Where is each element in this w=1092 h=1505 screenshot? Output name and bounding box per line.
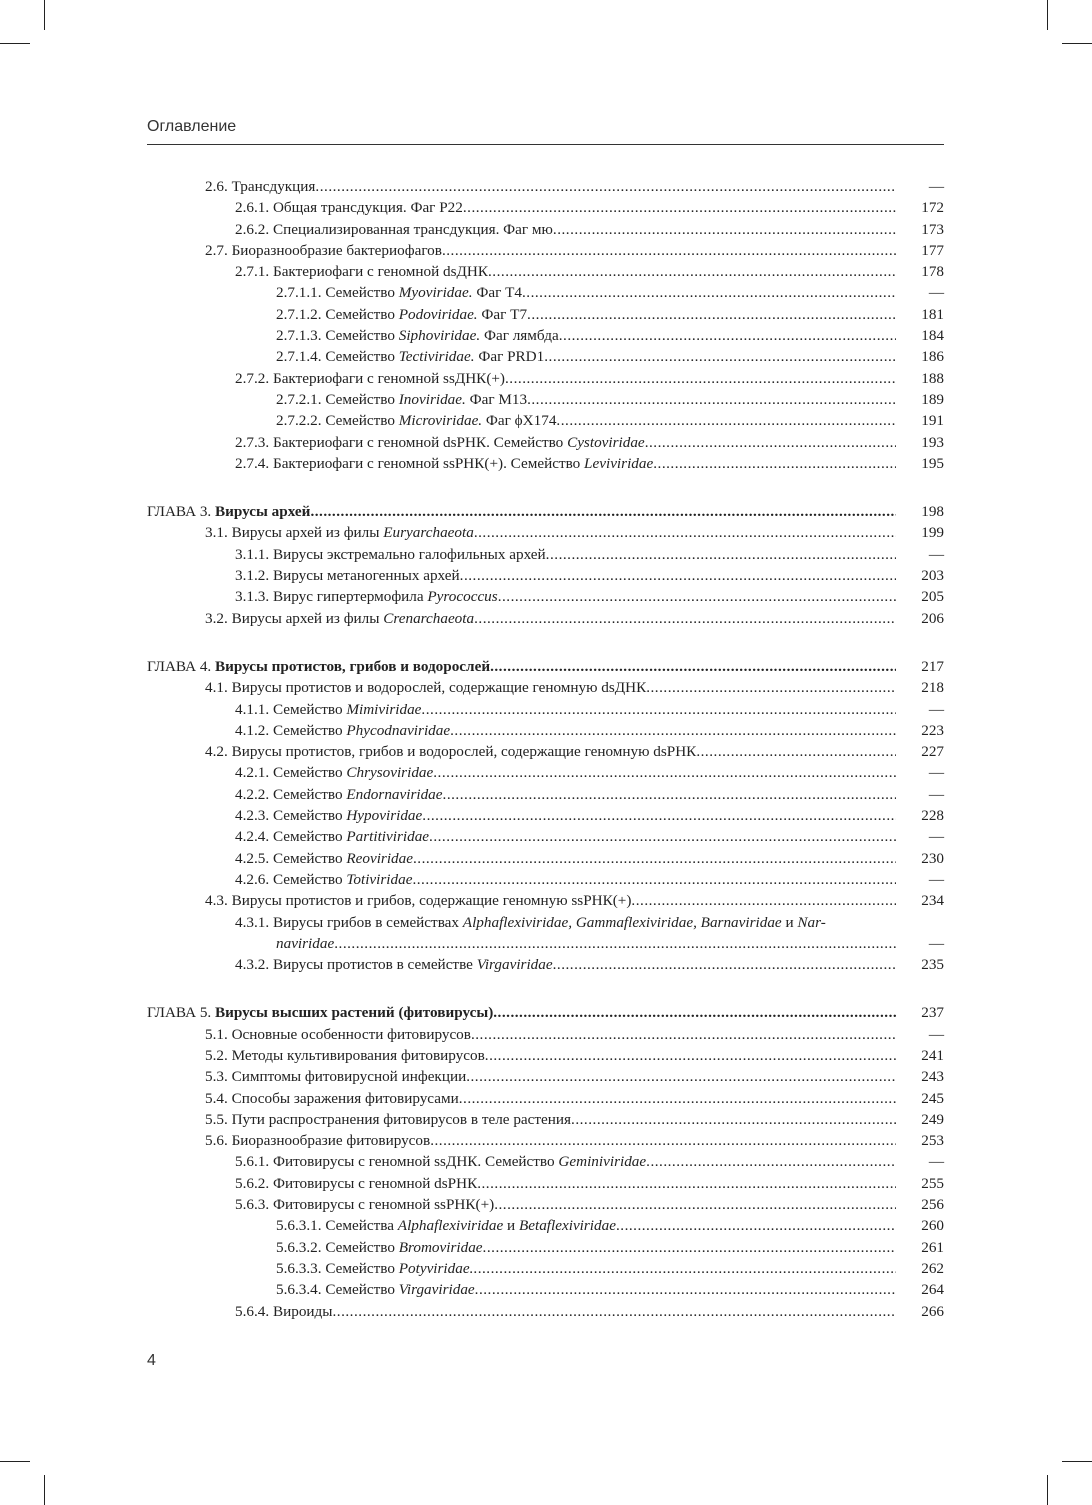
toc-entry-text: 2.7. Биоразнообразие бактериофагов	[205, 241, 442, 259]
toc-entry-text: 2.6.2. Специализированная трансдукция. Фаг мю	[235, 220, 553, 238]
toc-dot-leader	[546, 544, 896, 565]
toc-entry	[147, 869, 944, 890]
toc-dot-leader	[559, 325, 896, 346]
toc-entry-text: 5.6.1. Фитовирусы с геномной ssДНК. Семейство	[235, 1153, 559, 1171]
toc-dot-leader	[474, 608, 896, 629]
toc-page-number: 262	[921, 1259, 944, 1277]
toc-entry	[147, 432, 944, 453]
toc-entry	[147, 1151, 944, 1172]
toc-entry	[147, 522, 944, 543]
toc-entry	[147, 1109, 944, 1130]
toc-entry-text: 4.3. Вирусы протистов и грибов, содержащие геномную ssРНК(+)	[205, 892, 632, 910]
toc-entry-italic-text: Geminiviridae	[558, 1153, 647, 1171]
toc-entry-text: 4.2.4. Семейство	[235, 828, 347, 846]
toc-page-number: —	[928, 545, 944, 563]
toc-entry	[147, 762, 944, 783]
toc-entry-text: 3.1.2. Вирусы метаногенных архей	[235, 567, 460, 585]
crop-mark	[1047, 1475, 1048, 1505]
toc-entry-text: 2.7.1.3. Семейство	[276, 327, 399, 345]
toc-entry-italic-text: Bromoviridae	[398, 1238, 483, 1256]
toc-entry-title	[276, 389, 896, 410]
toc-entry-italic-text: Partitiviridae	[346, 828, 430, 846]
toc-entry-text: 4.2.5. Семейство	[235, 849, 347, 867]
toc-entry-text: 5.6.3.2. Семейство	[276, 1238, 399, 1256]
toc-entry-italic-text: Virgaviridae	[398, 1281, 475, 1299]
toc-entry-italic-text: Endornaviridae	[346, 785, 443, 803]
toc-entry	[147, 1237, 944, 1258]
toc-dot-leader	[553, 954, 896, 975]
toc-dot-leader	[646, 1151, 896, 1172]
toc-entry	[147, 304, 944, 325]
toc-entry-text: 5.5. Пути распространения фитовирусов в теле растения	[205, 1110, 572, 1128]
toc-page-number: 188	[921, 369, 944, 387]
toc-entry-italic-text: Phycodnaviridae	[346, 721, 451, 739]
toc-dot-leader	[450, 720, 896, 741]
page-header: Оглавление	[147, 118, 237, 135]
toc-entry-text: 2.6.1. Общая трансдукция. Фаг P22	[235, 199, 463, 217]
toc-entry-title	[205, 1088, 896, 1109]
toc-entry	[147, 368, 944, 389]
toc-entry-title	[235, 1151, 896, 1172]
toc-entry-title	[276, 410, 896, 431]
toc-page-number: 195	[921, 454, 944, 472]
toc-entry-title	[235, 544, 896, 565]
toc-page-number: 245	[921, 1089, 944, 1107]
toc-entry-italic-text: Reoviridae	[346, 849, 413, 867]
toc-entry-title	[235, 720, 896, 741]
toc-dot-leader	[498, 586, 896, 607]
toc-entry-text: 4.1.1. Семейство	[235, 700, 347, 718]
toc-dot-leader	[460, 565, 896, 586]
toc-dot-leader	[646, 677, 896, 698]
toc-entry	[147, 197, 944, 218]
toc-page-number: 189	[921, 390, 944, 408]
toc-entry-text: 5.1. Основные особенности фитовирусов	[205, 1025, 471, 1043]
toc-entry-title	[276, 346, 896, 367]
toc-dot-leader	[493, 1002, 896, 1023]
toc-entry-text: 3.1.3. Вирус гипертермофила	[235, 588, 428, 606]
toc-entry	[147, 720, 944, 741]
toc-entry-title	[147, 656, 896, 677]
toc-page-number: 234	[921, 892, 944, 910]
toc-entry	[147, 219, 944, 240]
toc-page-number: 266	[921, 1302, 944, 1320]
toc-chapter-entry	[147, 501, 944, 522]
toc-entry-text: 4.2. Вирусы протистов, грибов и водорослей, содержащие геномную dsРНК	[205, 743, 697, 761]
toc-dot-leader	[488, 261, 896, 282]
toc-entry-text: Фаг T4	[472, 284, 522, 302]
toc-entry-title	[276, 1237, 896, 1258]
toc-entry-bold-text: Вирусы архей	[215, 503, 311, 521]
toc-entry-title	[205, 741, 896, 762]
toc-page-number: 193	[921, 433, 944, 451]
toc-entry-text: ГЛАВА 4.	[147, 657, 216, 675]
toc-entry-title	[235, 1301, 896, 1322]
toc-dot-leader	[544, 346, 896, 367]
toc-entry-text: 5.6.3. Фитовирусы с геномной ssРНК(+)	[235, 1196, 495, 1214]
toc-entry	[147, 933, 944, 954]
toc-entry	[147, 912, 944, 933]
toc-entry-title	[205, 1109, 896, 1130]
toc-entry-italic-text: Tectiviridae.	[398, 348, 475, 366]
toc-entry-italic-text: Myoviridae.	[398, 284, 473, 302]
toc-entry	[147, 1045, 944, 1066]
toc-entry-text: 3.1. Вирусы архей из филы	[205, 524, 384, 542]
toc-entry-text: 2.7.2. Бактериофаги с геномной ssДНК(+)	[235, 369, 505, 387]
toc-entry-text: 2.7.1. Бактериофаги с геномной dsДНК	[235, 263, 488, 281]
toc-page-number: 243	[921, 1068, 944, 1086]
toc-dot-leader	[474, 522, 896, 543]
toc-entry-text: 2.7.1.2. Семейство	[276, 305, 399, 323]
toc-entry-title	[205, 890, 896, 911]
toc-entry	[147, 325, 944, 346]
toc-entry	[147, 1258, 944, 1279]
toc-entry-title	[235, 954, 896, 975]
toc-page-number: —	[928, 178, 944, 195]
toc-entry-text: 4.1.2. Семейство	[235, 721, 347, 739]
toc-entry	[147, 826, 944, 847]
toc-entry	[147, 890, 944, 911]
toc-entry-bold-text: Вирусы протистов, грибов и водорослей	[215, 657, 491, 675]
header-rule	[147, 144, 944, 145]
toc-chapter-entry	[147, 1002, 944, 1023]
toc-entry-title	[235, 432, 896, 453]
toc-entry	[147, 176, 944, 197]
toc-entry-title	[205, 1130, 896, 1151]
toc-entry-text: 5.4. Способы заражения фитовирусами	[205, 1089, 459, 1107]
toc-entry	[147, 954, 944, 975]
toc-page-number: 206	[921, 609, 944, 627]
crop-mark	[0, 1461, 30, 1462]
toc-entry-title	[235, 784, 896, 805]
toc-entry-italic-text: Crenarchaeota	[383, 609, 475, 627]
toc-page-number: 249	[921, 1110, 944, 1128]
toc-page-number: 177	[921, 241, 944, 259]
toc-dot-leader	[310, 501, 896, 522]
toc-dot-leader	[522, 282, 896, 303]
toc-entry-text: 2.7.2.2. Семейство	[276, 412, 399, 430]
toc-entry	[147, 565, 944, 586]
toc-dot-leader	[477, 1173, 896, 1194]
crop-mark	[0, 43, 30, 44]
toc-entry-title	[205, 1024, 896, 1045]
toc-dot-leader	[616, 1215, 896, 1236]
crop-mark	[1062, 43, 1092, 44]
toc-dot-leader	[490, 656, 896, 677]
toc-page-number: —	[928, 284, 944, 302]
toc-entry	[147, 1215, 944, 1236]
toc-page-number: —	[928, 828, 944, 846]
toc-entry	[147, 1088, 944, 1109]
toc-entry-title	[235, 453, 896, 474]
toc-entry-italic-text: Alphaflexiviridae	[397, 1217, 504, 1235]
toc-page-number: 205	[921, 588, 944, 606]
table-of-contents	[147, 176, 944, 1322]
toc-dot-leader	[483, 1237, 896, 1258]
toc-entry-text: ГЛАВА 5.	[147, 1004, 216, 1022]
toc-entry	[147, 261, 944, 282]
toc-entry-title	[235, 197, 896, 218]
crop-mark	[44, 0, 45, 30]
toc-entry-title	[235, 912, 904, 933]
crop-mark	[1062, 1461, 1092, 1462]
crop-mark	[1047, 0, 1048, 30]
toc-dot-leader	[553, 219, 896, 240]
toc-entry	[147, 410, 944, 431]
toc-page-number: 223	[921, 721, 944, 739]
toc-entry-title	[147, 1002, 896, 1023]
toc-entry-text: Фаг ϕX174	[482, 412, 557, 430]
toc-entry	[147, 784, 944, 805]
toc-entry	[147, 1279, 944, 1300]
toc-dot-leader	[433, 762, 896, 783]
toc-entry-italic-text: Virgaviridae	[476, 956, 553, 974]
toc-entry-title	[205, 1045, 896, 1066]
toc-dot-leader	[429, 826, 896, 847]
toc-dot-leader	[332, 1301, 896, 1322]
toc-dot-leader	[527, 389, 896, 410]
toc-entry	[147, 848, 944, 869]
toc-dot-leader	[334, 933, 896, 954]
toc-entry-title	[235, 848, 896, 869]
toc-entry-text: 4.2.6. Семейство	[235, 870, 347, 888]
toc-entry-text: 2.7.3. Бактериофаги с геномной dsРНК. Семейство	[235, 433, 568, 451]
toc-entry	[147, 389, 944, 410]
toc-entry-text: 4.1. Вирусы протистов и водорослей, содержащие геномную dsДНК	[205, 679, 647, 697]
toc-page-number: 255	[921, 1174, 944, 1192]
toc-entry-title	[235, 762, 896, 783]
toc-page-number: —	[928, 700, 944, 718]
toc-entry-italic-text: Euryarchaeota	[383, 524, 474, 542]
toc-entry-title	[205, 240, 896, 261]
toc-entry-text: 5.6.2. Фитовирусы с геномной dsРНК	[235, 1174, 478, 1192]
toc-entry	[147, 282, 944, 303]
toc-page-number: 199	[921, 524, 944, 542]
toc-entry-text: 2.6. Трансдукция	[205, 178, 316, 195]
toc-entry-title	[235, 261, 896, 282]
toc-page-number: —	[928, 764, 944, 782]
toc-dot-leader	[696, 741, 896, 762]
toc-entry	[147, 240, 944, 261]
toc-entry	[147, 1066, 944, 1087]
toc-page-number: —	[928, 1153, 944, 1171]
toc-page-number: 227	[921, 743, 944, 761]
toc-entry-text: 2.7.1.1. Семейство	[276, 284, 399, 302]
toc-entry	[147, 677, 944, 698]
toc-entry-text: 5.6.3.4. Семейство	[276, 1281, 399, 1299]
toc-entry	[147, 544, 944, 565]
toc-page-number: 203	[921, 567, 944, 585]
toc-entry-text: 5.6. Биоразнообразие фитовирусов	[205, 1132, 431, 1150]
toc-entry	[147, 1194, 944, 1215]
toc-entry-title	[235, 699, 896, 720]
toc-entry-title	[276, 304, 896, 325]
toc-entry-italic-text: Alphaflexiviridae, Gammaflexiviridae, Barnaviridae	[462, 913, 782, 931]
toc-dot-leader	[653, 453, 896, 474]
toc-entry-text: 5.6.4. Вироиды	[235, 1302, 333, 1320]
toc-page-number: 264	[921, 1281, 944, 1299]
toc-entry-italic-text: Chrysoviridae	[346, 764, 434, 782]
toc-entry-title	[235, 805, 896, 826]
toc-entry-text: Фаг PRD1	[474, 348, 545, 366]
toc-entry-title	[235, 826, 896, 847]
toc-page-number: 186	[921, 348, 944, 366]
toc-entry-bold-text: Вирусы высших растений (фитовирусы)	[215, 1004, 494, 1022]
toc-page-number: 261	[921, 1238, 944, 1256]
toc-entry-italic-text: Hypoviridae	[346, 807, 423, 825]
toc-page-number: —	[928, 870, 944, 888]
toc-page-number: 181	[921, 305, 944, 323]
toc-dot-leader	[571, 1109, 896, 1130]
toc-entry-text: и	[781, 913, 798, 931]
toc-page-number: 191	[921, 412, 944, 430]
toc-dot-leader	[412, 869, 896, 890]
toc-dot-leader	[459, 1088, 896, 1109]
toc-entry-title	[235, 565, 896, 586]
toc-page-number: 184	[921, 327, 944, 345]
toc-page-number: 230	[921, 849, 944, 867]
toc-dot-leader	[471, 1024, 896, 1045]
toc-entry-title	[205, 176, 896, 197]
toc-entry-text: 2.7.2.1. Семейство	[276, 390, 399, 408]
toc-entry	[147, 346, 944, 367]
toc-dot-leader	[505, 368, 896, 389]
toc-page-number: 173	[921, 220, 944, 238]
toc-entry-italic-text: Totiviridae	[346, 870, 413, 888]
toc-dot-leader	[556, 410, 896, 431]
toc-entry-title	[235, 869, 896, 890]
toc-dot-leader	[527, 304, 896, 325]
toc-entry-text: 4.2.1. Семейство	[235, 764, 347, 782]
toc-page-number: 198	[921, 503, 944, 521]
toc-entry-text: 2.7.1.4. Семейство	[276, 348, 399, 366]
toc-entry-title	[276, 282, 896, 303]
toc-entry-italic-text: Podoviridae.	[398, 305, 478, 323]
toc-dot-leader	[443, 784, 896, 805]
toc-entry-text: 5.3. Симптомы фитовирусной инфекции	[205, 1068, 467, 1086]
toc-entry-italic-text: Cystoviridae	[567, 433, 645, 451]
toc-entry-title	[205, 522, 896, 543]
toc-dot-leader	[463, 197, 896, 218]
toc-dot-leader	[466, 1066, 896, 1087]
toc-entry	[147, 1173, 944, 1194]
toc-page-number: 217	[921, 657, 944, 675]
toc-dot-leader	[413, 848, 896, 869]
toc-entry	[147, 699, 944, 720]
toc-entry-italic-text: naviridae	[276, 934, 335, 952]
toc-dot-leader	[645, 432, 896, 453]
toc-entry-italic-text: Microviridae.	[398, 412, 483, 430]
toc-entry-title	[235, 1194, 896, 1215]
toc-entry-title	[276, 1215, 896, 1236]
toc-entry-text: 4.2.3. Семейство	[235, 807, 347, 825]
toc-dot-leader	[422, 805, 896, 826]
toc-page-number: 260	[921, 1217, 944, 1235]
toc-entry-text: 4.2.2. Семейство	[235, 785, 347, 803]
toc-entry	[147, 1301, 944, 1322]
toc-entry-text: 2.7.4. Бактериофаги с геномной ssРНК(+). Семейство	[235, 454, 585, 472]
toc-dot-leader	[430, 1130, 896, 1151]
toc-dot-leader	[442, 240, 896, 261]
toc-entry-italic-text: Nar-	[797, 913, 826, 931]
toc-entry-title	[205, 608, 896, 629]
toc-entry-title	[276, 933, 896, 954]
toc-entry	[147, 805, 944, 826]
toc-entry-title	[276, 1279, 896, 1300]
toc-dot-leader	[421, 699, 896, 720]
toc-entry-title	[205, 677, 896, 698]
toc-page-number: —	[928, 785, 944, 803]
toc-entry	[147, 608, 944, 629]
toc-entry-title	[235, 219, 896, 240]
toc-entry-title	[205, 1066, 896, 1087]
toc-entry-italic-text: Potyviridae.	[398, 1259, 474, 1277]
toc-entry	[147, 1024, 944, 1045]
toc-entry	[147, 741, 944, 762]
toc-entry	[147, 453, 944, 474]
toc-entry-italic-text: Mimiviridae	[346, 700, 422, 718]
toc-dot-leader	[315, 176, 896, 197]
toc-entry	[147, 586, 944, 607]
toc-entry-text: Фаг лямбда	[480, 327, 559, 345]
crop-mark	[44, 1475, 45, 1505]
toc-entry-text: 3.1.1. Вирусы экстремально галофильных архей	[235, 545, 546, 563]
toc-page-number: 241	[921, 1046, 944, 1064]
toc-page-number: 178	[921, 263, 944, 281]
toc-dot-leader	[475, 1279, 896, 1300]
toc-entry-title	[235, 1173, 896, 1194]
toc-page-number: 237	[921, 1004, 944, 1022]
toc-entry-text: Фаг M13	[465, 390, 528, 408]
toc-entry-italic-text: Betaflexiviridae	[518, 1217, 616, 1235]
toc-page-number: 256	[921, 1196, 944, 1214]
toc-entry-text: Фаг T7	[477, 305, 528, 323]
toc-dot-leader	[473, 1258, 896, 1279]
toc-page-number: 172	[921, 199, 944, 217]
toc-page-number: 235	[921, 956, 944, 974]
toc-entry-text: 4.3.2. Вирусы протистов в семействе	[235, 956, 477, 974]
toc-entry-italic-text: Leviviridae	[584, 454, 654, 472]
toc-entry-title	[276, 325, 896, 346]
toc-entry-italic-text: Inoviridae.	[398, 390, 466, 408]
toc-page-number: 228	[921, 807, 944, 825]
toc-entry-text: 3.2. Вирусы архей из филы	[205, 609, 384, 627]
toc-chapter-entry	[147, 656, 944, 677]
toc-entry-title	[276, 1258, 896, 1279]
toc-entry-title	[235, 586, 896, 607]
toc-entry-title	[235, 368, 896, 389]
toc-page-number: 218	[921, 679, 944, 697]
page-number: 4	[147, 1352, 156, 1369]
toc-entry-text: 5.6.3.1. Семейства	[276, 1217, 398, 1235]
toc-entry-text: 5.6.3.3. Семейство	[276, 1259, 399, 1277]
toc-entry-title	[147, 501, 896, 522]
toc-dot-leader	[485, 1045, 896, 1066]
toc-entry-text: 5.2. Методы культивирования фитовирусов	[205, 1046, 485, 1064]
toc-entry-text: и	[503, 1217, 519, 1235]
toc-entry-italic-text: Pyrococcus	[427, 588, 498, 606]
toc-entry	[147, 1130, 944, 1151]
toc-page-number: —	[928, 1025, 944, 1043]
toc-dot-leader	[631, 890, 896, 911]
toc-entry-italic-text: Siphoviridae.	[398, 327, 481, 345]
toc-entry-text: ГЛАВА 3.	[147, 503, 216, 521]
toc-page-number: 253	[921, 1132, 944, 1150]
toc-entry-text: 4.3.1. Вирусы грибов в семействах	[235, 913, 463, 931]
toc-dot-leader	[494, 1194, 896, 1215]
toc-page-number: —	[928, 934, 944, 952]
